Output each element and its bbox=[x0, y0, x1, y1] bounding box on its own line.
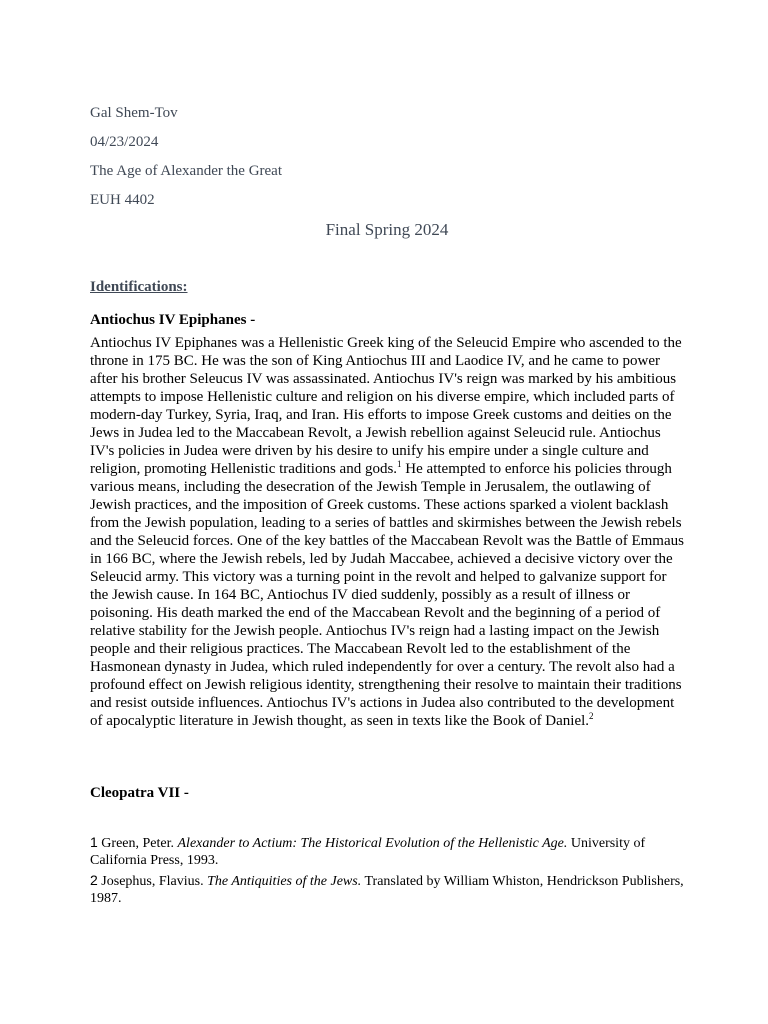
course-name: The Age of Alexander the Great bbox=[90, 163, 283, 179]
footnote-publication: Translated by William Whiston, Hendrickson Publishers, 1987. bbox=[90, 874, 684, 906]
footnote-number: 2 bbox=[90, 872, 98, 888]
footnotes-section bbox=[90, 834, 684, 907]
paragraph-text-part1: Antiochus IV Epiphanes was a Hellenistic Greek king of the Seleucid Empire who ascended to the throne in 175 BC. He was the son of King Antiochus III and Laodice IV, and he came to power after his brother Seleucus IV was assassinated. Antiochus IV's reign was marked by his ambitious attempts to impose Hellenistic culture and religion on his diverse empire, which included parts of modern-day Turkey, Syria, Iraq, and Iran. His efforts to impose Greek customs and deities on the Jews in Judea led to the Maccabean Revolt, a Jewish rebellion against Seleucid rule. Antiochus IV's policies in Judea were driven by his desire to unify his empire under a single culture and religion, promoting Hellenistic traditions and gods. bbox=[90, 335, 682, 477]
footnote-title: Alexander to Actium: The Historical Evolution of the Hellenistic Age. bbox=[177, 836, 568, 851]
entry-paragraph-antiochus bbox=[90, 334, 684, 730]
footnote-ref-1[interactable]: 1 bbox=[397, 459, 402, 469]
document-title: Final Spring 2024 bbox=[325, 220, 449, 239]
footnote-publication: University of California Press, 1993. bbox=[90, 836, 646, 868]
entry-heading-antiochus: Antiochus IV Epiphanes - bbox=[90, 312, 256, 328]
course-code: EUH 4402 bbox=[90, 192, 155, 208]
footnote-author: Josephus, Flavius. bbox=[97, 874, 208, 889]
paragraph-text-part2: He attempted to enforce his policies through various means, including the desecration of the Jewish Temple in Jerusalem, the outlawing of Jewish practices, and the imposition of Greek customs. These actions sparked a violent backlash from the Jewish population, leading to a series of battles and skirmishes between the Jewish rebels and the Seleucid forces. One of the key battles of the Maccabean Revolt was the Battle of Emmaus in 166 BC, where the Jewish rebels, led by Judah Maccabee, achieved a decisive victory over the Seleucid army. This victory was a turning point in the revolt and helped to galvanize support for the Jewish cause. In 164 BC, Antiochus IV died suddenly, possibly as a result of illness or poisoning. His death marked the end of the Maccabean Revolt and the beginning of a period of relative stability for the Jewish people. Antiochus IV's reign had a lasting impact on the Jewish people and their religious practices. The Maccabean Revolt led to the establishment of the Hasmonean dynasty in Judea, which ruled independently for over a century. The revolt also had a profound effect on Jewish religious identity, strengthening their resolve to maintain their traditions and resist outside influences. Antiochus IV's actions in Judea also contributed to the development of apocalyptic literature in Jewish thought, as seen in texts like the Book of Daniel. bbox=[90, 461, 684, 729]
footnote-author: Green, Peter. bbox=[97, 836, 178, 851]
footnote-2 bbox=[90, 872, 684, 907]
section-label: Identifications: bbox=[90, 279, 188, 295]
entry-heading-cleopatra: Cleopatra VII - bbox=[90, 785, 189, 801]
footnote-title: The Antiquities of the Jews. bbox=[207, 874, 362, 889]
document-date: 04/23/2024 bbox=[90, 134, 159, 150]
footnote-ref-2[interactable]: 2 bbox=[589, 711, 594, 721]
footnote-1 bbox=[90, 834, 684, 869]
author-name: Gal Shem-Tov bbox=[90, 105, 178, 121]
footnote-number: 1 bbox=[90, 834, 98, 850]
